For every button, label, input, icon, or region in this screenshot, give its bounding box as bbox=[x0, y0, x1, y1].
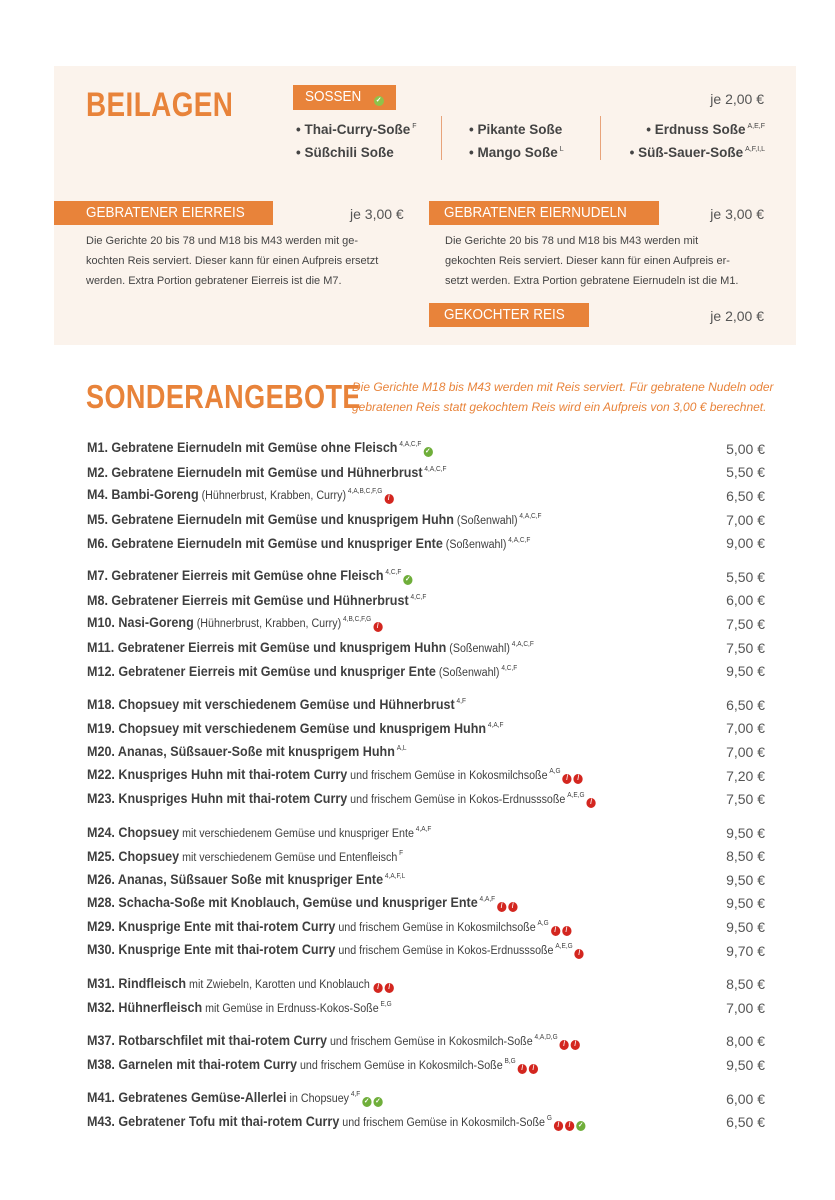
allergen-codes: 4,C,F bbox=[501, 664, 518, 672]
menu-item-price: 8,50 € bbox=[726, 976, 765, 993]
menu-item-name bbox=[87, 440, 433, 457]
allergen-codes: B,G bbox=[504, 1057, 516, 1065]
menu-item-name bbox=[87, 465, 446, 480]
item-description: (Hühnerbrust, Krabben, Curry) bbox=[193, 618, 342, 631]
sauce-item: • Süß-Sauer-Soße $^{A,F,I,L}$ bbox=[629, 145, 765, 160]
vegetarian-leaf-icon: ✓ bbox=[425, 448, 431, 456]
menu-item-price: 6,50 € bbox=[726, 487, 765, 504]
allergen-codes: 4,B,C,F,G bbox=[343, 616, 372, 624]
menu-item-name bbox=[87, 1000, 392, 1015]
item-title: M10. Nasi-Goreng bbox=[87, 615, 194, 631]
menu-item-row bbox=[87, 1087, 765, 1111]
allergen-codes: 4,A,F bbox=[415, 826, 432, 834]
menu-item-name bbox=[87, 536, 530, 551]
menu-item-price: 8,00 € bbox=[726, 1033, 765, 1050]
menu-item-price: 7,00 € bbox=[726, 720, 765, 737]
sauce-item: • Süßchili Soße bbox=[296, 145, 394, 160]
item-title: M12. Gebratener Eierreis mit Gemüse und knuspriger Ente bbox=[87, 663, 436, 679]
menu-item-name bbox=[87, 721, 503, 736]
menu-item-name bbox=[87, 919, 571, 936]
chili-spicy-icon: / bbox=[373, 622, 382, 632]
item-title: M26. Ananas, Süßsauer Soße mit knuspriger Ente bbox=[87, 872, 384, 888]
item-description: mit Zwiebeln, Karotten und Knoblauch bbox=[186, 978, 370, 991]
allergen-codes: 4,C,F bbox=[385, 569, 402, 577]
item-description: mit Gemüse in Erdnuss-Kokos-Soße bbox=[202, 1003, 379, 1016]
item-title: M8. Gebratener Eierreis mit Gemüse und Hühnerbrust bbox=[87, 592, 409, 608]
menu-item-row bbox=[87, 1053, 765, 1077]
vegetarian-leaf-icon: ✓ bbox=[364, 1098, 370, 1106]
sauce-item: • Thai-Curry-Soße $^F$ bbox=[296, 122, 417, 137]
item-description: und frischem Gemüse in Kokosmilchsoße bbox=[335, 921, 536, 934]
allergen-codes: 4,A,C,F bbox=[511, 641, 534, 649]
menu-item-row bbox=[87, 892, 765, 916]
item-description: (Soßenwahl) bbox=[446, 643, 510, 656]
menu-item-row bbox=[87, 845, 765, 869]
menu-item-name bbox=[87, 744, 407, 759]
menu-item-row bbox=[87, 717, 765, 741]
allergen-codes: 4,A,F bbox=[479, 895, 496, 903]
divider bbox=[600, 116, 601, 160]
menu-item-price: 6,50 € bbox=[726, 696, 765, 713]
chili-spicy-icon: / bbox=[529, 1064, 538, 1074]
menu-item-price: 7,50 € bbox=[726, 791, 765, 808]
allergen-codes: 4,F bbox=[350, 1091, 361, 1099]
item-title: M23. Knuspriges Huhn mit thai-rotem Curry bbox=[87, 790, 348, 806]
chili-spicy-icon: / bbox=[571, 1040, 580, 1050]
menu-item-price: 6,50 € bbox=[726, 1114, 765, 1131]
divider bbox=[441, 116, 442, 160]
menu-item-name bbox=[87, 1057, 538, 1074]
eiernudeln-tag: GEBRATENER EIERNUDELN bbox=[429, 201, 659, 225]
vegetarian-leaf-icon: ✓ bbox=[374, 96, 384, 106]
item-title: M41. Gebratenes Gemüse-Allerlei bbox=[87, 1090, 287, 1106]
menu-item-name bbox=[87, 895, 517, 912]
menu-item-row bbox=[87, 693, 765, 717]
vegetarian-leaf-icon: ✓ bbox=[405, 576, 411, 584]
menu-item-row bbox=[87, 915, 765, 939]
allergen-codes: A,G bbox=[549, 768, 561, 776]
menu-item-name bbox=[87, 664, 517, 679]
menu-item-name bbox=[87, 697, 466, 712]
item-title: M28. Schacha-Soße mit Knoblauch, Gemüse und knuspriger Ente bbox=[87, 894, 478, 910]
allergen-codes: 4,A,C,F bbox=[519, 513, 542, 521]
allergen-codes: G bbox=[546, 1114, 552, 1122]
menu-item-name bbox=[87, 872, 405, 887]
item-title: M18. Chopsuey mit verschiedenem Gemüse und Hühnerbrust bbox=[87, 697, 455, 713]
allergen-codes: 4,F bbox=[456, 698, 466, 706]
menu-item-row bbox=[87, 821, 765, 845]
menu-item-row bbox=[87, 1110, 765, 1134]
allergen-codes: 4,A,C,F bbox=[399, 441, 422, 449]
sonderangebote-title: SONDERANGEBOTE bbox=[86, 378, 361, 415]
eiernudeln-price: je 3,00 € bbox=[710, 206, 764, 222]
item-description: (Soßenwahl) bbox=[435, 666, 500, 679]
chili-spicy-icon: / bbox=[560, 1040, 569, 1050]
item-title: M30. Knusprige Ente mit thai-rotem Curry bbox=[87, 942, 336, 958]
sonderangebote-note: Die Gerichte M18 bis M43 werden mit Reis serviert. Für gebratene Nudeln oder gebratenen Reis statt gekochtem Reis wird ein Aufpreis von 3,00 € berechnet. bbox=[352, 380, 774, 414]
menu-item-price: 6,00 € bbox=[726, 1090, 765, 1107]
menu-item-name bbox=[87, 849, 403, 864]
menu-item-name bbox=[87, 976, 394, 993]
item-title: M37. Rotbarschfilet mit thai-rotem Curry bbox=[87, 1032, 327, 1048]
menu-item-price: 6,00 € bbox=[726, 592, 765, 609]
menu-item-price: 7,50 € bbox=[726, 639, 765, 656]
menu-item-name bbox=[87, 615, 382, 632]
chili-spicy-icon: / bbox=[374, 983, 383, 993]
item-title: M25. Chopsuey bbox=[87, 848, 180, 864]
menu-item-name bbox=[87, 1114, 585, 1131]
menu-item-price: 9,50 € bbox=[726, 871, 765, 888]
menu-item-row bbox=[87, 764, 765, 788]
menu-item-row bbox=[87, 612, 765, 636]
item-title: M4. Bambi-Goreng bbox=[87, 487, 199, 503]
menu-item-price: 5,50 € bbox=[726, 464, 765, 481]
sauce-item: • Mango Soße $^L$ bbox=[469, 145, 564, 160]
allergen-codes: F bbox=[399, 849, 404, 857]
menu-item-price: 7,00 € bbox=[726, 511, 765, 528]
item-title: M19. Chopsuey mit verschiedenem Gemüse und knusprigem Huhn bbox=[87, 720, 487, 736]
item-description: (Soßenwahl) bbox=[453, 515, 518, 528]
item-title: M31. Rindfleisch bbox=[87, 975, 187, 991]
menu-item-name bbox=[87, 487, 393, 504]
item-title: M32. Hühnerfleisch bbox=[87, 1000, 203, 1016]
vegetarian-leaf-icon: ✓ bbox=[577, 1121, 584, 1129]
eierreis-description: Die Gerichte 20 bis 78 und M18 bis M43 werden mit ge- kochten Reis serviert. Dieser kann für einen Aufpreis ersetzt werden. Extra Portion gebratener Eierreis ist die M7. bbox=[86, 235, 379, 287]
menu-item-row bbox=[87, 508, 765, 532]
item-title: M1. Gebratene Eiernudeln mit Gemüse ohne Fleisch bbox=[87, 440, 398, 456]
menu-item-name bbox=[87, 942, 584, 959]
sossen-label: SOSSEN bbox=[305, 88, 362, 105]
menu-item-row bbox=[87, 996, 765, 1020]
chili-spicy-icon: / bbox=[574, 774, 583, 784]
allergen-codes: 4,A,C,F bbox=[508, 536, 531, 544]
item-description: mit verschiedenem Gemüse und Entenfleisch bbox=[179, 851, 398, 864]
menu-item-name bbox=[87, 640, 534, 655]
menu-item-price: 5,50 € bbox=[726, 568, 765, 585]
item-title: M5. Gebratene Eiernudeln mit Gemüse und knusprigem Huhn bbox=[87, 512, 454, 528]
allergen-codes: 4,A,C,F bbox=[424, 465, 447, 473]
item-title: M22. Knuspriges Huhn mit thai-rotem Curry bbox=[87, 767, 348, 783]
item-description: (Soßenwahl) bbox=[442, 538, 507, 551]
eiernudeln-description: Die Gerichte 20 bis 78 und M18 bis M43 werden mit gekochten Reis serviert. Dieser kann für einen Aufpreis er- setzt werden. Extra Portion gebratene Eiernudeln ist die M1. bbox=[445, 235, 739, 287]
chili-spicy-icon: / bbox=[554, 1121, 563, 1131]
menu-item-name bbox=[87, 1090, 383, 1107]
item-description: mit verschiedenem Gemüse und knuspriger Ente bbox=[179, 828, 414, 841]
menu-item-price: 7,00 € bbox=[726, 999, 765, 1016]
menu-item-row bbox=[87, 437, 765, 461]
item-description: und frischem Gemüse in Kokos-Erdnusssoße bbox=[335, 945, 554, 958]
menu-item-row bbox=[87, 461, 765, 485]
menu-item-name bbox=[87, 512, 541, 527]
eierreis-tag: GEBRATENER EIERREIS bbox=[54, 201, 273, 225]
menu-item-price: 5,00 € bbox=[726, 440, 765, 457]
allergen-codes: A,G bbox=[537, 919, 549, 927]
chili-spicy-icon: / bbox=[497, 902, 506, 912]
chili-spicy-icon: / bbox=[562, 926, 571, 936]
chili-spicy-icon: / bbox=[518, 1064, 527, 1074]
chili-spicy-icon: / bbox=[508, 902, 517, 912]
item-title: M29. Knusprige Ente mit thai-rotem Curry bbox=[87, 918, 336, 934]
item-title: M6. Gebratene Eiernudeln mit Gemüse und knuspriger Ente bbox=[87, 535, 443, 551]
menu-item-price: 9,50 € bbox=[726, 1057, 765, 1074]
item-title: M43. Gebratener Tofu mit thai-rotem Curry bbox=[87, 1113, 340, 1129]
menu-item-name bbox=[87, 767, 583, 784]
chili-spicy-icon: / bbox=[562, 774, 571, 784]
item-title: M2. Gebratene Eiernudeln mit Gemüse und Hühnerbrust bbox=[87, 464, 423, 480]
item-description: und frischem Gemüse in Kokosmilch-Soße bbox=[297, 1059, 503, 1072]
menu-item-row bbox=[87, 589, 765, 613]
chili-spicy-icon: / bbox=[575, 949, 584, 959]
menu-item-name bbox=[87, 593, 426, 608]
item-description: und frischem Gemüse in Kokosmilchsoße bbox=[347, 770, 548, 783]
menu-item-price: 8,50 € bbox=[726, 848, 765, 865]
menu-item-row bbox=[87, 565, 765, 589]
item-description: (Hühnerbrust, Krabben, Curry) bbox=[198, 490, 347, 503]
reis-tag: GEKOCHTER REIS bbox=[429, 303, 589, 327]
menu-item-name bbox=[87, 791, 596, 808]
menu-item-price: 9,70 € bbox=[726, 942, 765, 959]
allergen-codes: 4,C,F bbox=[410, 593, 427, 601]
item-description: und frischem Gemüse in Kokosmilch-Soße bbox=[326, 1035, 533, 1048]
menu-item-price: 9,00 € bbox=[726, 535, 765, 552]
menu-item-row bbox=[87, 787, 765, 811]
menu-item-row bbox=[87, 972, 765, 996]
menu-item-name bbox=[87, 568, 413, 585]
chili-spicy-icon: / bbox=[385, 983, 394, 993]
allergen-codes: 4,A,B,C,F,G bbox=[347, 488, 383, 496]
allergen-codes: A,L bbox=[396, 745, 407, 753]
item-title: M20. Ananas, Süßsauer-Soße mit knusprigem Huhn bbox=[87, 744, 395, 760]
menu-item-name bbox=[87, 825, 431, 840]
item-title: M7. Gebratener Eierreis mit Gemüse ohne Fleisch bbox=[87, 568, 384, 584]
chili-spicy-icon: / bbox=[551, 926, 560, 936]
item-title: M11. Gebratener Eierreis mit Gemüse und knusprigem Huhn bbox=[87, 640, 447, 656]
chili-spicy-icon: / bbox=[586, 798, 595, 808]
allergen-codes: 4,A,D,G bbox=[534, 1033, 558, 1041]
item-description: und frischem Gemüse in Kokosmilch-Soße bbox=[339, 1116, 545, 1129]
beilagen-title: BEILAGEN bbox=[86, 86, 234, 124]
sossen-tag bbox=[293, 85, 396, 110]
eierreis-price: je 3,00 € bbox=[350, 206, 404, 222]
menu-item-row bbox=[87, 868, 765, 892]
item-description: in Chopsuey bbox=[286, 1093, 349, 1106]
menu-item-price: 7,00 € bbox=[726, 743, 765, 760]
menu-list bbox=[87, 437, 765, 1134]
menu-item-row bbox=[87, 636, 765, 660]
menu-item-row bbox=[87, 659, 765, 683]
menu-item-name bbox=[87, 1033, 580, 1050]
menu-item-price: 7,50 € bbox=[726, 615, 765, 632]
vegetarian-leaf-icon: ✓ bbox=[375, 1098, 381, 1106]
menu-item-price: 9,50 € bbox=[726, 663, 765, 680]
allergen-codes: E,G bbox=[380, 1001, 392, 1009]
sauce-item: • Erdnuss Soße $^{A,E,F}$ bbox=[646, 122, 765, 137]
allergen-codes: A,E,G bbox=[555, 943, 573, 951]
item-description: und frischem Gemüse in Kokos-Erdnusssoße bbox=[347, 793, 566, 806]
menu-item-price: 9,50 € bbox=[726, 824, 765, 841]
menu-item-row bbox=[87, 531, 765, 555]
chili-spicy-icon: / bbox=[565, 1121, 574, 1131]
menu-item-row bbox=[87, 1030, 765, 1054]
sauce-item: • Pikante Soße bbox=[469, 122, 563, 137]
menu-item-price: 7,20 € bbox=[726, 767, 765, 784]
menu-item-row bbox=[87, 484, 765, 508]
allergen-codes: A,E,G bbox=[567, 791, 585, 799]
menu-item-row bbox=[87, 939, 765, 963]
reis-price: je 2,00 € bbox=[710, 308, 764, 324]
allergen-codes: 4,A,F bbox=[487, 721, 504, 729]
menu-item-price: 9,50 € bbox=[726, 895, 765, 912]
item-title: M38. Garnelen mit thai-rotem Curry bbox=[87, 1056, 298, 1072]
item-title: M24. Chopsuey bbox=[87, 825, 180, 841]
allergen-codes: 4,A,F,L bbox=[384, 873, 406, 881]
sossen-price: je 2,00 € bbox=[710, 91, 764, 107]
menu-item-price: 9,50 € bbox=[726, 919, 765, 936]
chili-spicy-icon: / bbox=[384, 494, 393, 504]
menu-item-row bbox=[87, 740, 765, 764]
